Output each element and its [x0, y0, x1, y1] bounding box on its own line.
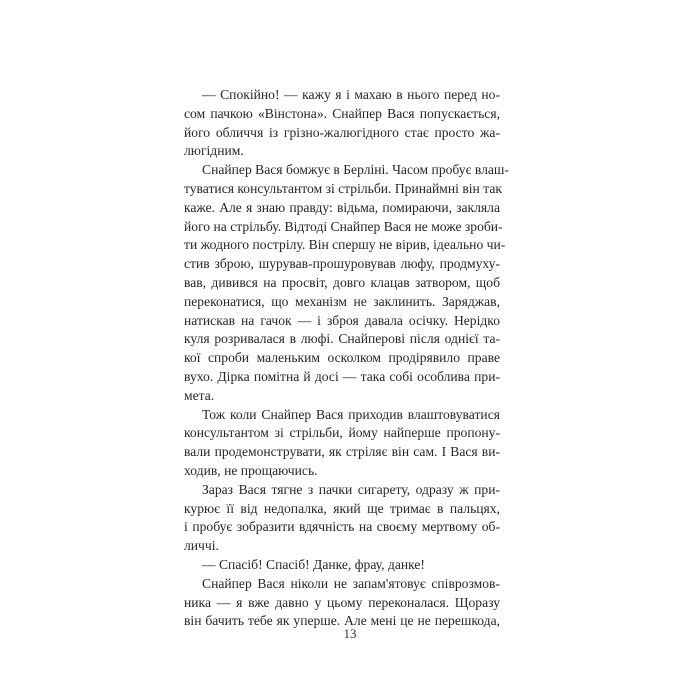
text-line: консультантом зі стрільби, йому найперше пропону- — [184, 425, 500, 441]
text-line: його на стрільбу. Відтоді Снайпер Вася не може зроби- — [184, 218, 503, 234]
text-line: вав, дивився на просвіт, довго клацав затвором, щоб — [184, 274, 500, 290]
text-line: туватися консультантом зі стрільби. Принаймні він так — [184, 180, 502, 196]
text-line: вали продемонструвати, як стріляє він сам. І Вася ви- — [184, 444, 500, 460]
text-line: личчі. — [184, 538, 219, 554]
body-text — [184, 86, 509, 631]
text-line: і пробує зобразити вдячність на своєму мертвому об- — [184, 519, 500, 535]
text-line: ти жодного пострілу. Він спершу не вірив, ідеально чи- — [184, 237, 506, 253]
text-line: він бачить тебе як уперше. Але мені це не перешкода, — [184, 613, 500, 629]
text-line: ходив, не прощаючись. — [184, 462, 318, 478]
text-line: ника — я вже давно у цьому переконалася. Щоразу — [184, 594, 500, 610]
text-line: каже. Але я знаю правду: відьма, помираючи, закляла — [184, 199, 500, 215]
text-line: його обличчя із грізно-жалюгідного стає просто жа- — [184, 124, 500, 140]
text-line: — Спасіб! Спасіб! Данке, фрау, данке! — [202, 556, 425, 572]
text-line: Зараз Вася тягне з пачки сигарету, одразу ж при- — [202, 481, 500, 497]
text-line: вухо. Дірка помітна й досі — така собі особлива при- — [184, 368, 500, 384]
text-line: люгідним. — [184, 143, 244, 159]
text-line: Снайпер Вася ніколи не запам'ятовує співрозмов- — [202, 575, 500, 591]
text-line: стив зброю, шурував-прошуровував люфу, продмуху- — [184, 256, 500, 272]
text-line: сом пачкою «Вінстона». Снайпер Вася попускається, — [184, 105, 500, 121]
text-line: курює її від недопалка, який ще тримає в пальцях, — [184, 500, 500, 516]
text-line: Тож коли Снайпер Вася приходив влаштовуватися — [202, 406, 500, 422]
text-line: переконатися, що механізм не заклинить. Заряджав, — [184, 293, 500, 309]
text-line: Снайпер Вася бомжує в Берліні. Часом пробує влаш- — [202, 162, 509, 178]
text-line: — Спокійно! — кажу я і махаю в нього перед но- — [202, 87, 500, 102]
text-line: натискав на гачок — і зброя давала осічку. Нерідко — [184, 312, 500, 328]
text-line: кої спроби маленьким осколком продірявило праве — [184, 350, 500, 366]
page-number: 13 — [343, 626, 357, 641]
text-line: куля розривалася в люфі. Снайперові після однієї та- — [184, 331, 500, 347]
text-line: мета. — [184, 387, 215, 403]
